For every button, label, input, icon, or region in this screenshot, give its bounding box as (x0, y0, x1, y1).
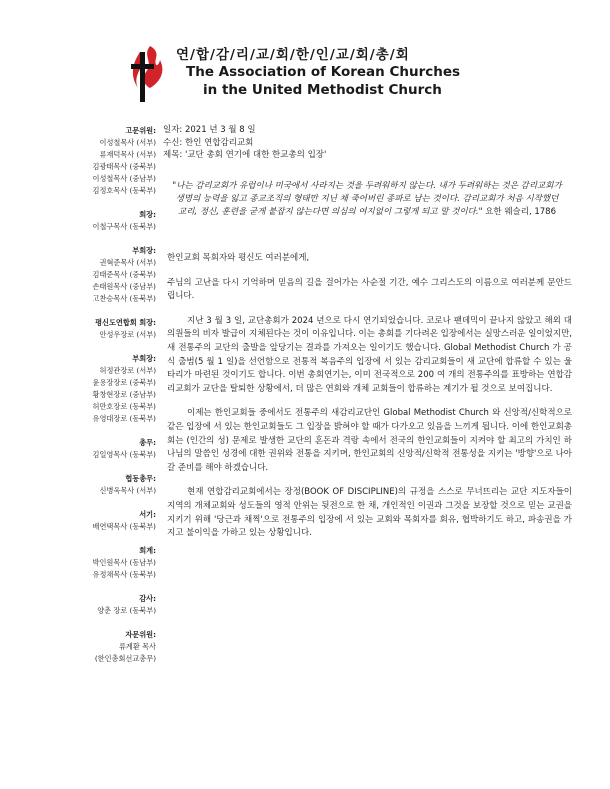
officer-name: 윤용장장로 (중북부) (92, 378, 156, 387)
salutation-paragraph: 한인교회 목회자와 평신도 여러분에게, (167, 253, 310, 263)
officer-role-title: 평신도연합회 회장: (95, 318, 156, 327)
officer-role-title: 부회장: (132, 354, 156, 363)
letter-meta (163, 124, 326, 162)
officer-name: 신병욱목사 (서부) (99, 486, 156, 495)
letter-body (167, 252, 572, 552)
header-title-english-line1: The Association of Korean Churches (186, 64, 461, 80)
officer-group (56, 545, 156, 581)
officer-group (56, 125, 156, 197)
officer-group (56, 509, 156, 533)
header-title-korean: 연/합/감/리/교/회/한/인/교/회/총/회 (176, 47, 410, 63)
officer-name: 김태준목사 (중북부) (92, 270, 156, 279)
officer-name: 황창현장로 (중남부) (92, 390, 156, 399)
officer-name: 김정호목사 (동북부) (92, 186, 156, 195)
officer-name: 박인원목사 (동남부) (92, 558, 156, 567)
officer-group (56, 629, 156, 665)
officer-group (56, 437, 156, 461)
letter-subject: 제목: '교단 총회 연기에 대한 한교총의 입장' (163, 150, 327, 160)
quote-source: 요한 웨슬리, 1786 (485, 207, 556, 217)
officer-role-title: 부회장: (132, 246, 156, 255)
officer-role-title: 자문위원: (125, 630, 156, 639)
officer-group (56, 473, 156, 497)
letter-recipient: 수신: 한인 연합감리교회 (163, 137, 254, 148)
header-title-english-line2: in the United Methodist Church (203, 82, 442, 98)
officer-group (56, 353, 156, 425)
greeting-paragraph: 주님의 고난을 다시 기억하며 믿음의 길을 걸어가는 사순절 기간, 예수 그리스도의 이름으로 여러분께 문안드립니다. (167, 277, 572, 302)
officer-name: 고찬승목사 (동북부) (92, 294, 156, 303)
officer-name: 이성철목사 (서부) (99, 138, 156, 147)
officer-name: 권혁준목사 (서부) (99, 258, 156, 267)
officer-role-title: 회장: (139, 210, 156, 219)
officer-name: 이철구목사 (동북부) (92, 222, 156, 231)
officer-name: 배연택목사 (동북부) (92, 522, 156, 531)
officer-name: 허만호장로 (동북부) (92, 402, 156, 411)
officer-group (56, 245, 156, 305)
body-paragraph: 지난 3 월 3 일, 교단총회가 2024 년으로 다시 연기되었습니다. 코로나 팬데믹이 끝나지 않았고 해외 대의원들의 비자 발급이 지체된다는 것이 이유입니다. 이는 총회를 기다려온 입장에서는 실망스러운 일이었지만, 새 전통주의 교단의 출발을 앞당기는 결과를 가져오는 일이기도 했습니다. Global Methodist Church 가 공식 출범(5 월 1 일)을 선언함으로 전통적 복음주의 입장에 서 있는 감리교회들이 새 교단에 합류할 수 있는 울타리가 마련된 것이기도 합니다. 이번 총회연기는, 이미 전국적으로 200 여 개의 전통주의를 표방하는 연합감리교회가 교단을 탈퇴한 상황에서, 더 많은 연회와 개체 교회들이 합류하는 계기가 될 것으로 보여집니다. (167, 315, 572, 394)
officer-name: 김광태목사 (중북부) (92, 162, 156, 171)
officer-role-title: 서기: (139, 510, 156, 519)
quote-text: "나는 감리교회가 유럽이나 미국에서 사라지는 것을 두려워하지 않는다. 내가 두려워하는 것은 감리교회가 생명의 능력을 잃고 종교조직의 형태만 지닌 채 죽어버린 종파로 남는 것이다. 감리교회가 처음 시작했던 교리, 정신, 훈련을 굳게 붙잡지 않는다면 의심의 여지없이 그렇게 되고 말 것이다." (172, 181, 562, 217)
officer-name: 안성우장로 (서부) (99, 330, 156, 339)
officer-group (56, 209, 156, 233)
officer-name: 허정관장로 (서부) (99, 366, 156, 375)
officer-name: 손태원목사 (중남부) (92, 282, 156, 291)
officer-role-title: 감사: (139, 594, 156, 603)
officer-group (56, 317, 156, 341)
letter-date: 일자: 2021 년 3 월 8 일 (163, 125, 256, 135)
officer-role-title: 고문위원: (125, 126, 156, 135)
officer-role-title: 회계: (139, 546, 156, 555)
officer-group (56, 593, 156, 617)
wesley-quote (172, 180, 562, 219)
officer-role-title: 협동총무: (125, 474, 156, 483)
officer-name: 유영대장로 (동북부) (92, 414, 156, 423)
officer-name: 양춘 장로 (동북부) (97, 606, 156, 615)
officer-name: 류재덕목사 (서부) (99, 150, 156, 159)
officer-name: 김일영목사 (동북부) (92, 450, 156, 459)
officer-sidebar (56, 125, 156, 677)
officer-name: 이성철목사 (중남부) (92, 174, 156, 183)
body-paragraph: 이제는 한인교회들 중에서도 전통주의 새감리교단인 Global Methodist Church 와 신앙적/신학적으로 같은 입장에 서 있는 한인교회들도 그 입장을 밝혀야 할 때가 다가오고 있음을 느끼게 됩니다. 이에 한인교회총회는 (인간의 성) 문제로 발생한 교단의 혼돈과 격랑 속에서 전국의 한인교회들이 지켜야 할 최고의 가치인 하나님의 말씀인 성경에 대한 권위와 전통을 지키며, 한인교회의 신앙적/신학적 전통성을 지키는 '방향'으로 나아갈 준비를 해야 하겠습니다. (167, 408, 572, 473)
methodist-cross-flame-logo (120, 42, 172, 106)
officer-name: 유정채목사 (동북부) (92, 570, 156, 579)
officer-role-title: 총무: (139, 438, 156, 447)
officer-name: 류계환 목사 (118, 642, 156, 651)
body-paragraph: 현재 연합감리교회에서는 장정(BOOK OF DISCIPLINE)의 규정을 스스로 무너뜨리는 교단 지도자들이 지역의 개체교회와 성도들의 영적 안위는 뒷전으로 한 채, 개인적인 이권과 그것을 보장할 것으로 믿는 교권을 지키기 위해 '당근과 채찍'으로 전통주의 입장에 서 있는 교회와 목회자를 회유, 협박하기도 하고, 파송권을 가지고 불이익을 가하고 있는 상황입니다. (167, 487, 572, 539)
officer-name: (한인총회선교총무) (94, 654, 156, 663)
